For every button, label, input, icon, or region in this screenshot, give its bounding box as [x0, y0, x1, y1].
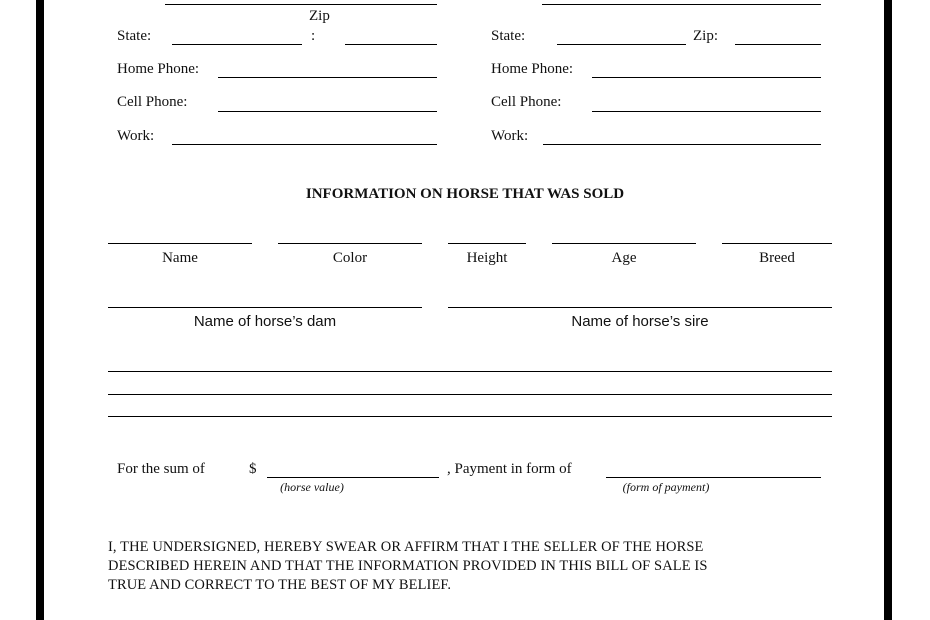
work-field-left[interactable]: [172, 144, 437, 145]
affirmation-line-1: I, THE UNDERSIGNED, HEREBY SWEAR OR AFFIRM THAT I THE SELLER OF THE HORSE: [108, 539, 704, 555]
affirmation-text: [108, 538, 848, 595]
horse-age-field[interactable]: [552, 243, 696, 244]
horse-height-label: Height: [466, 250, 508, 266]
zip-label-right: Zip:: [693, 28, 718, 44]
horse-color-label: Color: [332, 250, 368, 266]
payment-form-hint: (form of payment): [622, 480, 710, 494]
payment-form-field[interactable]: [606, 477, 821, 478]
state-label-left: State:: [117, 28, 152, 44]
cell-phone-field-left[interactable]: [218, 111, 437, 112]
city-field-right[interactable]: [542, 4, 821, 5]
sire-field[interactable]: [448, 307, 832, 308]
work-label-left: Work:: [117, 128, 155, 144]
payment-form-label: , Payment in form of: [447, 461, 572, 477]
sum-label: For the sum of: [117, 461, 205, 477]
horse-value-field[interactable]: [267, 477, 439, 478]
horse-breed-field[interactable]: [722, 243, 832, 244]
horse-color-field[interactable]: [278, 243, 422, 244]
dam-field[interactable]: [108, 307, 422, 308]
zip-field-right[interactable]: [735, 44, 821, 45]
description-line-1[interactable]: [108, 371, 832, 372]
state-label-right: State:: [491, 28, 526, 44]
horse-value-hint: (horse value): [280, 480, 344, 494]
home-phone-label-right: Home Phone:: [491, 61, 574, 77]
cell-phone-label-left: Cell Phone:: [117, 94, 188, 110]
horse-age-label: Age: [611, 250, 637, 266]
cell-phone-label-right: Cell Phone:: [491, 94, 562, 110]
work-label-right: Work:: [491, 128, 529, 144]
cell-phone-field-right[interactable]: [592, 111, 821, 112]
zip-colon-left: :: [311, 28, 316, 44]
affirmation-line-2: DESCRIBED HEREIN AND THAT THE INFORMATION PROVIDED IN THIS BILL OF SALE IS: [108, 558, 708, 574]
horse-name-field[interactable]: [108, 243, 252, 244]
sire-label: Name of horse’s sire: [571, 313, 709, 330]
dam-label: Name of horse’s dam: [193, 313, 337, 330]
state-field-right[interactable]: [557, 44, 686, 45]
page-border-right: [884, 0, 892, 620]
horse-breed-label: Breed: [759, 250, 795, 266]
zip-field-left[interactable]: [345, 44, 437, 45]
zip-label-left: Zip: [309, 8, 330, 24]
state-field-left[interactable]: [172, 44, 302, 45]
currency-symbol: $: [249, 461, 257, 477]
description-line-3[interactable]: [108, 416, 832, 417]
work-field-right[interactable]: [543, 144, 821, 145]
city-field-left[interactable]: [165, 4, 437, 5]
home-phone-label-left: Home Phone:: [117, 61, 200, 77]
horse-name-label: Name: [162, 250, 198, 266]
home-phone-field-left[interactable]: [218, 77, 437, 78]
affirmation-line-3: TRUE AND CORRECT TO THE BEST OF MY BELIEF.: [108, 577, 452, 593]
horse-height-field[interactable]: [448, 243, 526, 244]
horse-info-heading: INFORMATION ON HORSE THAT WAS SOLD: [305, 186, 625, 202]
description-line-2[interactable]: [108, 394, 832, 395]
home-phone-field-right[interactable]: [592, 77, 821, 78]
page-border-left: [36, 0, 44, 620]
